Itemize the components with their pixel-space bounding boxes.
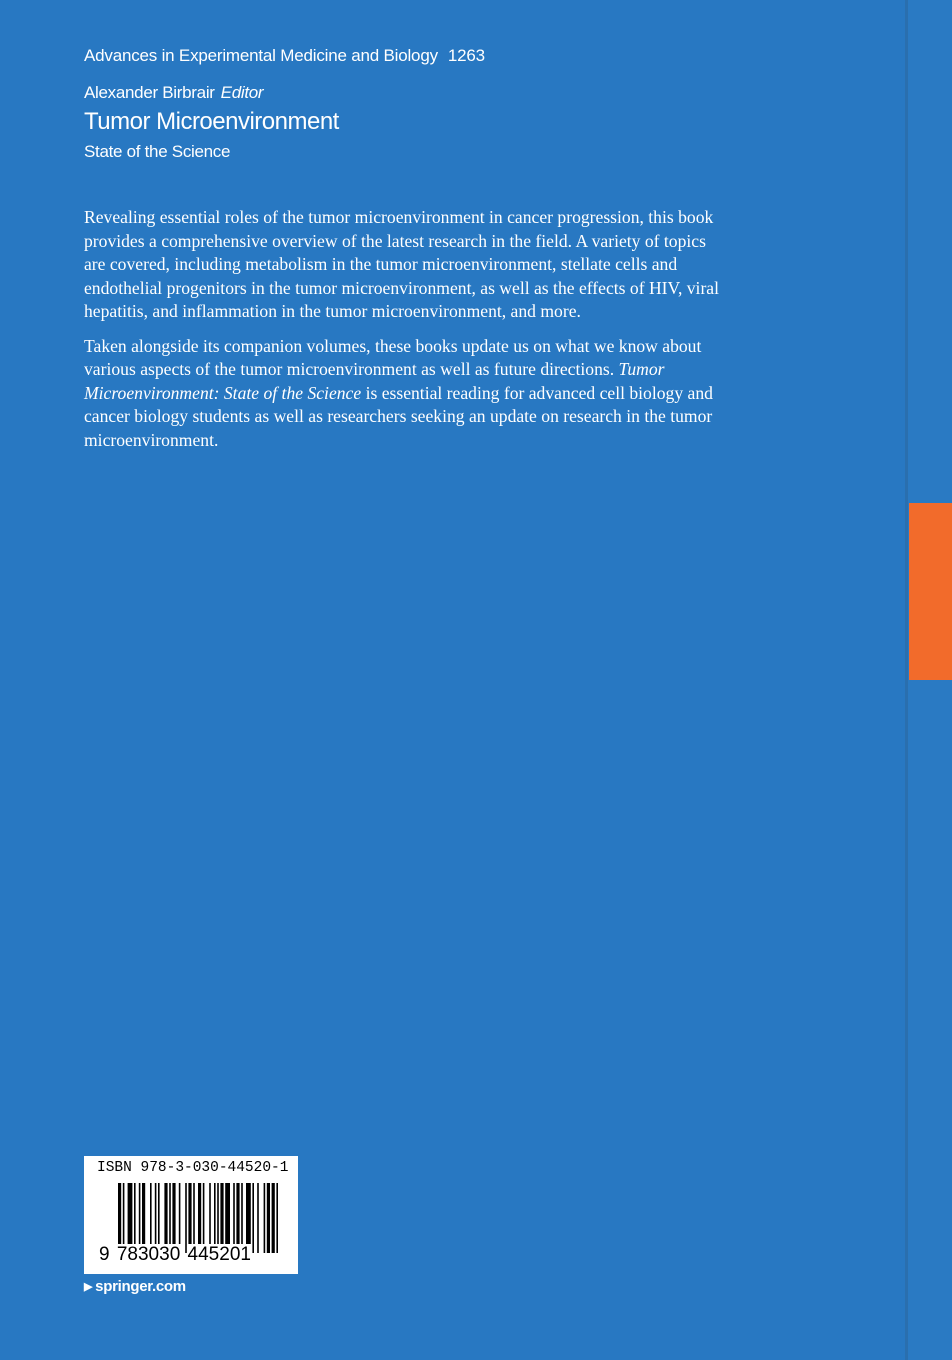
barcode-bar	[257, 1183, 259, 1253]
series-line	[84, 46, 485, 66]
barcode-bar	[267, 1183, 270, 1253]
description-p2-end: is essential reading for advanced cell biology and cancer biology students as well as researchers seeking an update on research in the tumor microenvironment.	[84, 382, 713, 450]
editor-role: Editor	[220, 83, 264, 102]
description-p2-start: Taken alongside its companion volumes, these books update us on what we know about various aspects of the tumor microenvironment as well as future directions.	[84, 335, 702, 379]
publisher-website-text: springer.com	[95, 1278, 186, 1295]
barcode-bar	[214, 1183, 216, 1253]
barcode-bars	[118, 1183, 278, 1253]
barcode-bar	[276, 1183, 278, 1253]
description-p2-italic-title: Tumor Microenvironment: State of the Science	[84, 359, 665, 403]
barcode-bar	[169, 1183, 171, 1253]
barcode-bar	[158, 1183, 160, 1253]
barcode-bar	[246, 1183, 251, 1253]
ean-group-1: 783030	[116, 1244, 181, 1265]
barcode-bar	[236, 1183, 239, 1253]
barcode-bar	[123, 1183, 125, 1253]
barcode-bar	[164, 1183, 167, 1253]
barcode-bar	[139, 1183, 141, 1253]
isbn-label: ISBN 978-3-030-44520-1	[97, 1160, 289, 1176]
barcode-bar	[225, 1183, 230, 1253]
barcode-bar	[193, 1183, 195, 1253]
series-title: Advances in Experimental Medicine and Biology	[84, 46, 438, 65]
barcode-bar	[220, 1183, 223, 1253]
barcode-bar	[128, 1183, 133, 1253]
triangle-right-icon: ▶	[84, 1281, 93, 1293]
barcode-bar	[179, 1183, 181, 1253]
barcode-bar	[233, 1183, 235, 1253]
barcode-bar	[264, 1183, 266, 1253]
barcode-bar	[172, 1183, 175, 1253]
publisher-website[interactable]	[84, 1278, 186, 1295]
barcode-bar	[209, 1183, 211, 1253]
isbn-barcode	[84, 1156, 298, 1274]
ean-first-digit: 9	[99, 1244, 110, 1265]
barcode-bar	[198, 1183, 201, 1253]
ean-group-2: 445201	[187, 1244, 251, 1265]
spine-edge	[908, 0, 952, 1360]
book-description	[84, 206, 729, 463]
orange-accent-tab	[909, 503, 952, 680]
barcode-bar	[252, 1183, 254, 1253]
description-paragraph-2	[84, 335, 729, 453]
series-number: 1263	[447, 46, 485, 65]
description-paragraph-1: Revealing essential roles of the tumor microenvironment in cancer progression, this book provides a comprehensive overview of the latest research in the field. A variety of topics are covered, including metabolism in the tumor microenvironment, stellate cells and endothelial progenitors in the tumor microenvironment, as well as the effects of HIV, viral hepatitis, and inflammation in the tumor microenvironment, and more.	[84, 207, 719, 321]
barcode-bar	[118, 1183, 121, 1253]
editor-name: Alexander Birbrair	[84, 83, 215, 102]
barcode-bar	[272, 1183, 275, 1253]
barcode-bar	[134, 1183, 136, 1253]
editor-line	[84, 83, 263, 103]
barcode-bar	[150, 1183, 152, 1253]
ean-digits	[98, 1244, 252, 1266]
barcode-bar	[241, 1183, 243, 1253]
barcode-bar	[155, 1183, 157, 1253]
barcode-bar	[217, 1183, 219, 1253]
barcode-bar	[188, 1183, 191, 1253]
book-subtitle: State of the Science	[84, 142, 231, 161]
barcode-bar	[185, 1183, 187, 1253]
barcode-bar	[142, 1183, 145, 1253]
barcode-bar	[203, 1183, 205, 1253]
book-title: Tumor Microenvironment	[84, 108, 339, 135]
